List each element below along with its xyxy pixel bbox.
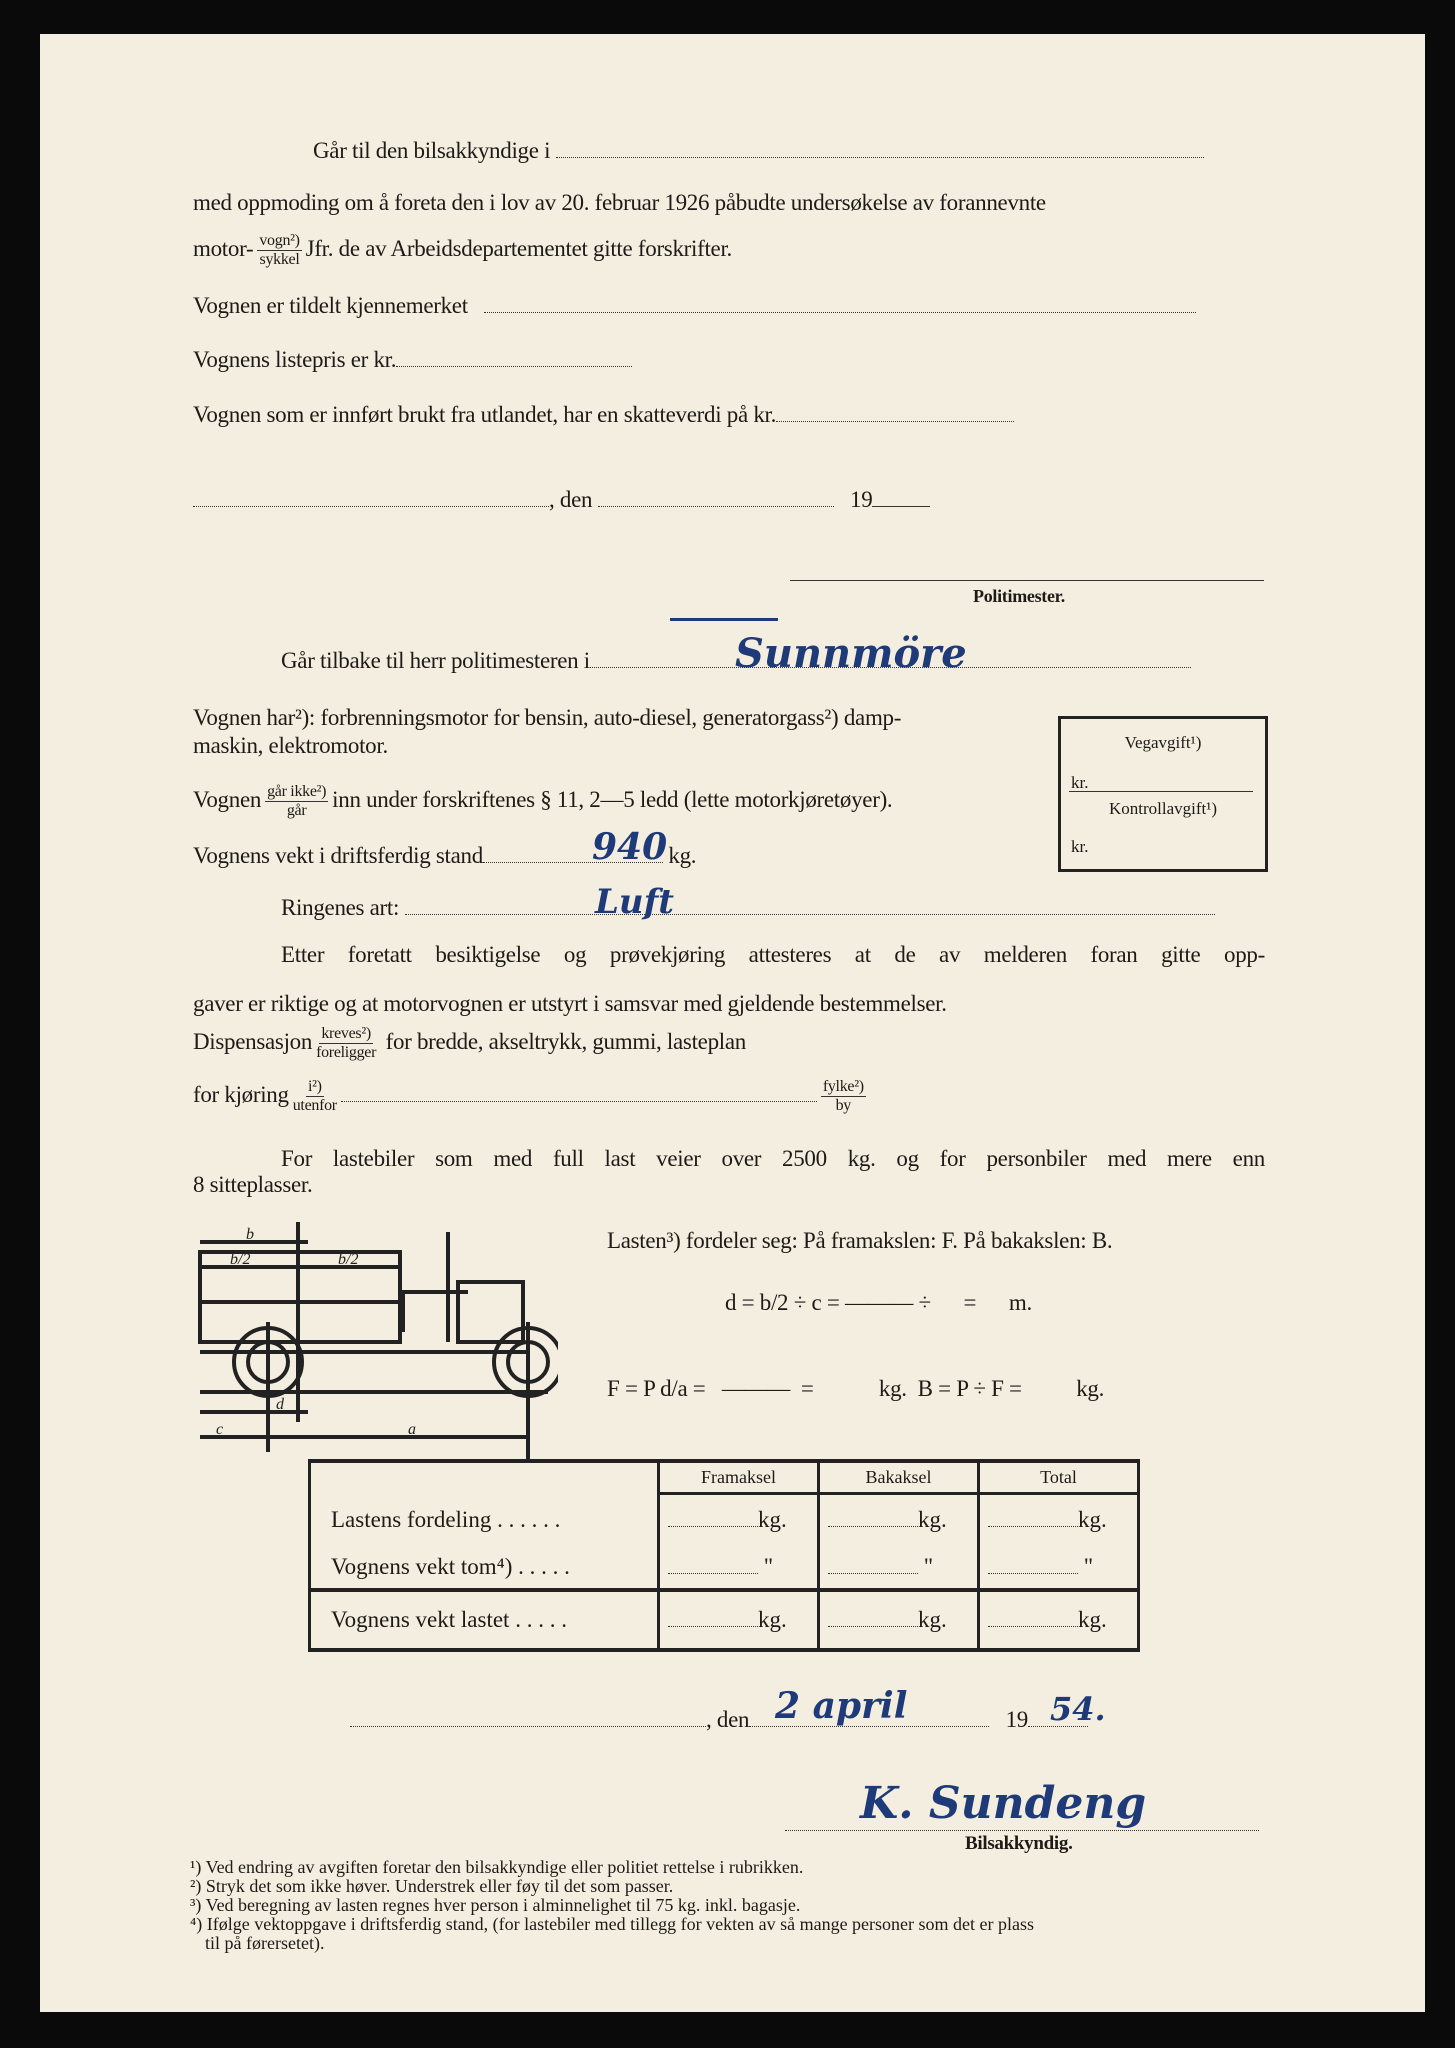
attest-line2: gaver er riktige og at motorvognen er utstyrt i samsvar med gjeldende bestemmelser.	[193, 991, 947, 1016]
motor-line	[193, 232, 732, 269]
diagram-label-c: c	[216, 1421, 224, 1438]
table-row	[310, 1494, 1139, 1546]
motor-type-line2: maskin, elektromotor.	[193, 733, 388, 758]
empty-header	[310, 1461, 659, 1494]
row-label: Vognens vekt lastet . . . . .	[310, 1590, 659, 1650]
label: Ringenes art:	[281, 895, 400, 920]
cell-field[interactable]	[828, 1625, 918, 1627]
handwritten-tyres: Luft	[595, 882, 674, 922]
vegavgift-kr: kr.	[1071, 773, 1089, 792]
diagram-label-b: b	[246, 1226, 254, 1243]
table-row	[310, 1546, 1139, 1590]
label: 19	[850, 487, 873, 512]
label: Går tilbake til herr politimesteren i	[281, 648, 590, 673]
footnote-3: ³) Ved beregning av lasten regnes hver person i alminnelighet til 75 kg. inkl. bagasje.	[190, 1895, 801, 1915]
frac-top: kreves²)	[321, 1025, 371, 1042]
label: Dispensasjon	[193, 1028, 313, 1054]
label: for kjøring	[193, 1081, 289, 1107]
label: motor-	[193, 235, 254, 261]
bilsakkyndig-line	[313, 138, 1204, 164]
truck-note-line2: 8 sitteplasser.	[193, 1172, 313, 1197]
frac-bottom: går	[286, 802, 307, 819]
handwritten-district: Sunnmöre	[735, 630, 967, 677]
attest-line1: Etter foretatt besiktigelse og prøvekjøring attesteres at de av melderen foran gitte opp-	[281, 942, 1265, 967]
diagram-label-a: a	[408, 1421, 416, 1438]
label: Vognen som er innført brukt fra utlandet, har en skatteverdi på kr.	[193, 402, 777, 427]
formula-d: d = b/2 ÷ c = ——— ÷ = m.	[725, 1290, 1032, 1315]
label: Vognen er tildelt kjennemerket	[193, 293, 468, 318]
label: Vognens vekt i driftsferdig stand	[193, 843, 483, 868]
motor-type-line1: Vognen har²): forbrenningsmotor for bensin, auto-diesel, generatorgass²) damp-	[193, 705, 902, 730]
tyres-field[interactable]	[405, 913, 1215, 915]
unit: "	[763, 1553, 774, 1579]
label: , den	[706, 1707, 750, 1732]
frac-bottom: by	[835, 1097, 851, 1114]
bilsakkyndig-field[interactable]	[556, 156, 1204, 158]
handwritten-stroke	[670, 618, 778, 621]
cell-field[interactable]	[988, 1572, 1078, 1574]
dispensation-line	[193, 1025, 746, 1062]
cell-field[interactable]	[668, 1525, 758, 1527]
bilsakkyndig-signature-line[interactable]	[785, 1830, 1259, 1831]
unit: kg.	[1078, 1507, 1107, 1533]
load-table	[308, 1459, 1140, 1652]
cell-field[interactable]	[668, 1625, 758, 1627]
frac-bottom: sykkel	[259, 251, 300, 268]
kontrollavgift-kr: kr.	[1071, 837, 1089, 856]
driving-area-line	[193, 1078, 870, 1115]
diagram-label-b2b: b/2	[338, 1251, 359, 1268]
signoff-date-line	[350, 1707, 1088, 1733]
header-framaksel: Framaksel	[659, 1461, 819, 1494]
unit: kg.	[1078, 1606, 1107, 1632]
date-field[interactable]	[598, 505, 834, 507]
fraction	[265, 783, 328, 820]
cell-field[interactable]	[988, 1625, 1078, 1627]
frac-top: vogn²)	[259, 232, 300, 249]
skatteverdi-line	[193, 402, 1014, 428]
cell-field[interactable]	[828, 1572, 918, 1574]
header-bakaksel: Bakaksel	[819, 1461, 979, 1494]
light-vehicle-line	[193, 783, 892, 820]
load-distribution-text: Lasten³) fordeler seg: På framakslen: F. På bakakslen: B.	[607, 1228, 1113, 1253]
truck-diagram	[188, 1222, 558, 1462]
fraction	[293, 1078, 337, 1115]
fraction	[257, 232, 301, 269]
footnote-2: ²) Stryk det som ikke høver. Understrek eller føy til det som passer.	[190, 1876, 674, 1896]
kjennemerke-line	[193, 293, 1196, 319]
frac-bottom: foreligger	[316, 1044, 377, 1061]
fraction	[821, 1078, 866, 1115]
fraction	[316, 1025, 376, 1062]
frac-bottom: utenfor	[292, 1097, 337, 1114]
row-label: Vognens vekt tom⁴) . . . . .	[310, 1546, 659, 1590]
unit: kg.	[918, 1606, 947, 1632]
unit: kg.	[918, 1507, 947, 1533]
year-field[interactable]	[872, 506, 930, 507]
handwritten-date: 2 april	[775, 1685, 908, 1727]
label: Går til den bilsakkyndige i	[313, 138, 551, 163]
footnote-4: ⁴) Ifølge vektoppgave i driftsferdig stand, (for lastebiler med tillegg for vekten av så mange personer som det er plass	[190, 1914, 1035, 1934]
footnote-1: ¹) Ved endring av avgiften foretar den bilsakkyndige eller politiet rettelse i rubrikken.	[190, 1857, 804, 1877]
divider	[1069, 791, 1253, 792]
diagram-label-d: d	[276, 1396, 284, 1413]
vegavgift-label: Vegavgift¹)	[1124, 733, 1202, 752]
kjennemerke-field[interactable]	[484, 311, 1196, 313]
place-field[interactable]	[350, 1725, 706, 1727]
place-field[interactable]	[193, 505, 549, 507]
fee-box	[1058, 716, 1268, 872]
kontrollavgift-label: Kontrollavgift¹)	[1108, 799, 1218, 818]
truck-note-line1: For lastebiler som med full last veier over 2500 kg. og for personbiler med mere enn	[281, 1146, 1265, 1171]
listepris-line	[193, 347, 632, 373]
diagram-label-b2a: b/2	[230, 1251, 251, 1268]
place-date-line	[193, 487, 930, 513]
unit: "	[923, 1553, 934, 1579]
request-text: med oppmoding om å foreta den i lov av 20. februar 1926 påbudte undersøkelse av forannevnte	[193, 190, 1046, 215]
label: Vognen	[193, 786, 262, 812]
formula-f: F = P d/a = ——— = kg. B = P ÷ F = kg.	[607, 1376, 1105, 1401]
handwritten-year: 54.	[1050, 1690, 1106, 1728]
label: , den	[549, 487, 593, 512]
tyres-line	[281, 895, 1215, 921]
handwritten-weight: 940	[592, 826, 668, 868]
label: inn under forskriftenes § 11, 2—5 ledd (lette motorkjøretøyer).	[332, 786, 893, 812]
unit: kg.	[668, 843, 697, 868]
label: Jfr. de av Arbeidsdepartementet gitte forskrifter.	[305, 235, 732, 261]
area-field[interactable]	[341, 1100, 817, 1102]
politimester-label: Politimester.	[973, 586, 1065, 606]
frac-top: fylke²)	[822, 1078, 864, 1095]
signature: K. Sundeng	[860, 1778, 1147, 1829]
label: 19	[1005, 1707, 1028, 1732]
listepris-field[interactable]	[396, 365, 632, 367]
label: Vognens listepris er kr.	[193, 347, 397, 372]
cell-field[interactable]	[668, 1572, 758, 1574]
header-total: Total	[979, 1461, 1139, 1494]
unit: "	[1083, 1553, 1094, 1579]
row-label: Lastens fordeling . . . . . .	[310, 1494, 659, 1546]
table-row	[310, 1590, 1139, 1650]
frac-top: går ikke²)	[267, 783, 327, 800]
frac-top: i²)	[307, 1078, 322, 1095]
skatteverdi-field[interactable]	[776, 420, 1014, 422]
unit: kg.	[758, 1606, 787, 1632]
unit: kg.	[758, 1507, 787, 1533]
label: for bredde, akseltrykk, gummi, lasteplan	[385, 1028, 746, 1054]
politimester-signature-line[interactable]	[790, 580, 1264, 581]
footnote-4-cont: til på førersetet).	[205, 1933, 325, 1953]
cell-field[interactable]	[828, 1525, 918, 1527]
cell-field[interactable]	[988, 1525, 1078, 1527]
bilsakkyndig-label: Bilsakkyndig.	[965, 1833, 1073, 1854]
